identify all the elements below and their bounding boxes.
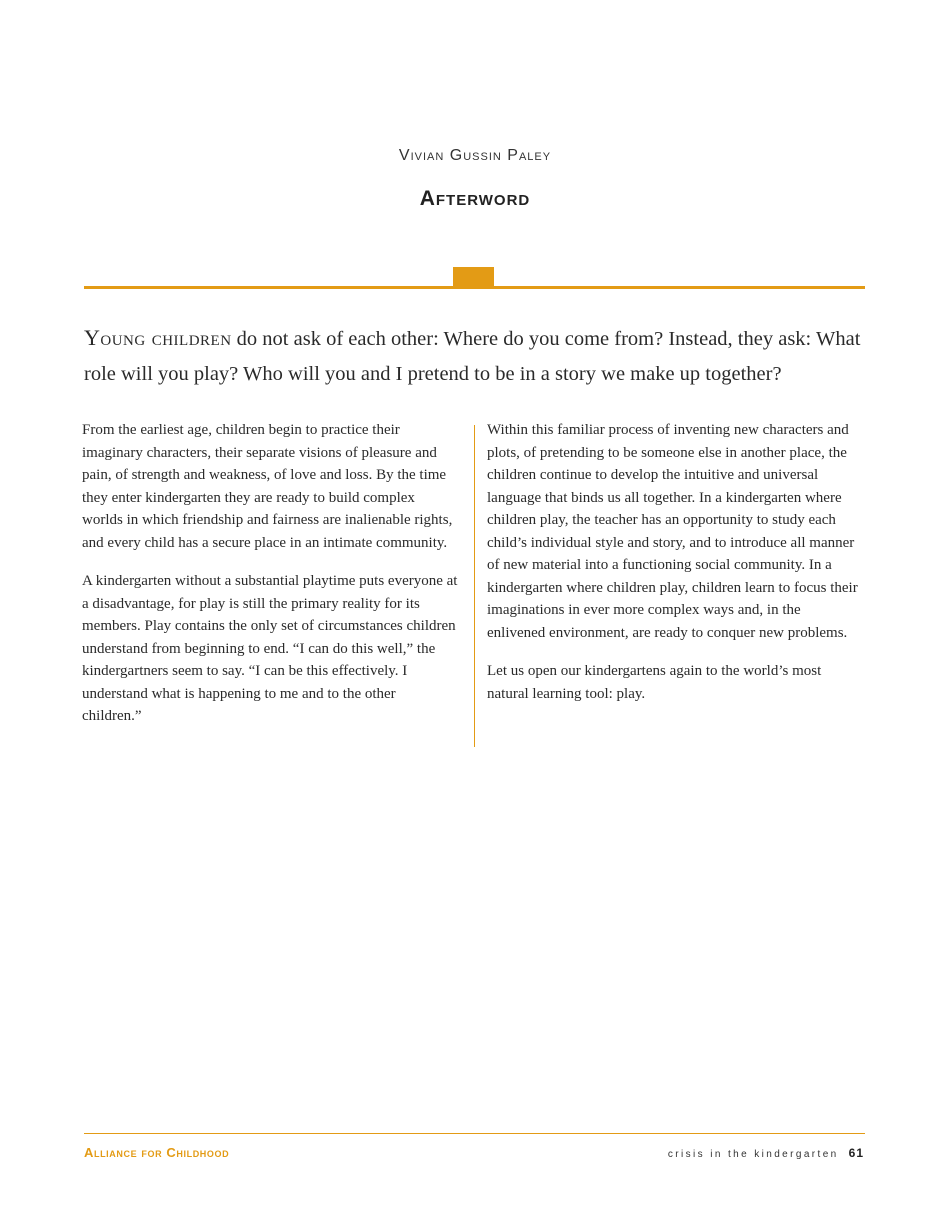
- title-rule-block: [453, 267, 494, 288]
- page-title: Afterword: [419, 187, 531, 210]
- author-name: Vivian Gussin Paley: [398, 147, 552, 164]
- left-paragraph-1: From the earliest age, children begin to practice their imaginary characters, their separate visions of pleasure and pain, of strength and weakness, of love and loss. By the time they enter kindergarten they are ready to build complex worlds in which friendship and fairness are inalienable rights, and every child has a secure place in an intimate community.: [82, 422, 453, 551]
- right-paragraph-2: Let us open our kindergartens again to the world’s most natural learning tool: play.: [487, 663, 822, 702]
- right-column: [487, 419, 859, 721]
- footer-running-title: [668, 1146, 864, 1160]
- footer-publisher: Alliance for Childhood: [84, 1145, 230, 1160]
- intro-text: do not ask of each other: Where do you come from? Instead, they ask: What role will you play? Who will you and I pretend to be in a story we make up together?: [84, 328, 861, 385]
- footer-publication: crisis in the kindergarten: [667, 1149, 839, 1160]
- left-column: [82, 419, 458, 744]
- column-divider: [474, 425, 475, 747]
- left-paragraph-2: A kindergarten without a substantial playtime puts everyone at a disadvantage, for play is still the primary reality for its members. Play contains the only set of circumstances children understand from beginning to end. “I can do this well,” the kindergartners seem to say. “I can be this effectively. I understand what is happening to me and to the other children.”: [82, 573, 458, 724]
- footer-rule: [84, 1133, 865, 1134]
- intro-lead: Young children: [84, 325, 232, 350]
- intro-paragraph: [84, 320, 874, 392]
- page-number: 61: [848, 1146, 864, 1160]
- right-paragraph-1: Within this familiar process of inventing new characters and plots, of pretending to be someone else in another place, the children continue to develop the intuitive and universal language that binds us all together. In a kindergarten where children play, the teacher has an opportunity to study each child’s individual style and story, and to introduce all manner of new material into a functioning social community. In a kindergarten where children play, children learn to focus their imaginations in ever more complex ways and, in the enlivened environment, are ready to conquer new problems.: [487, 422, 858, 641]
